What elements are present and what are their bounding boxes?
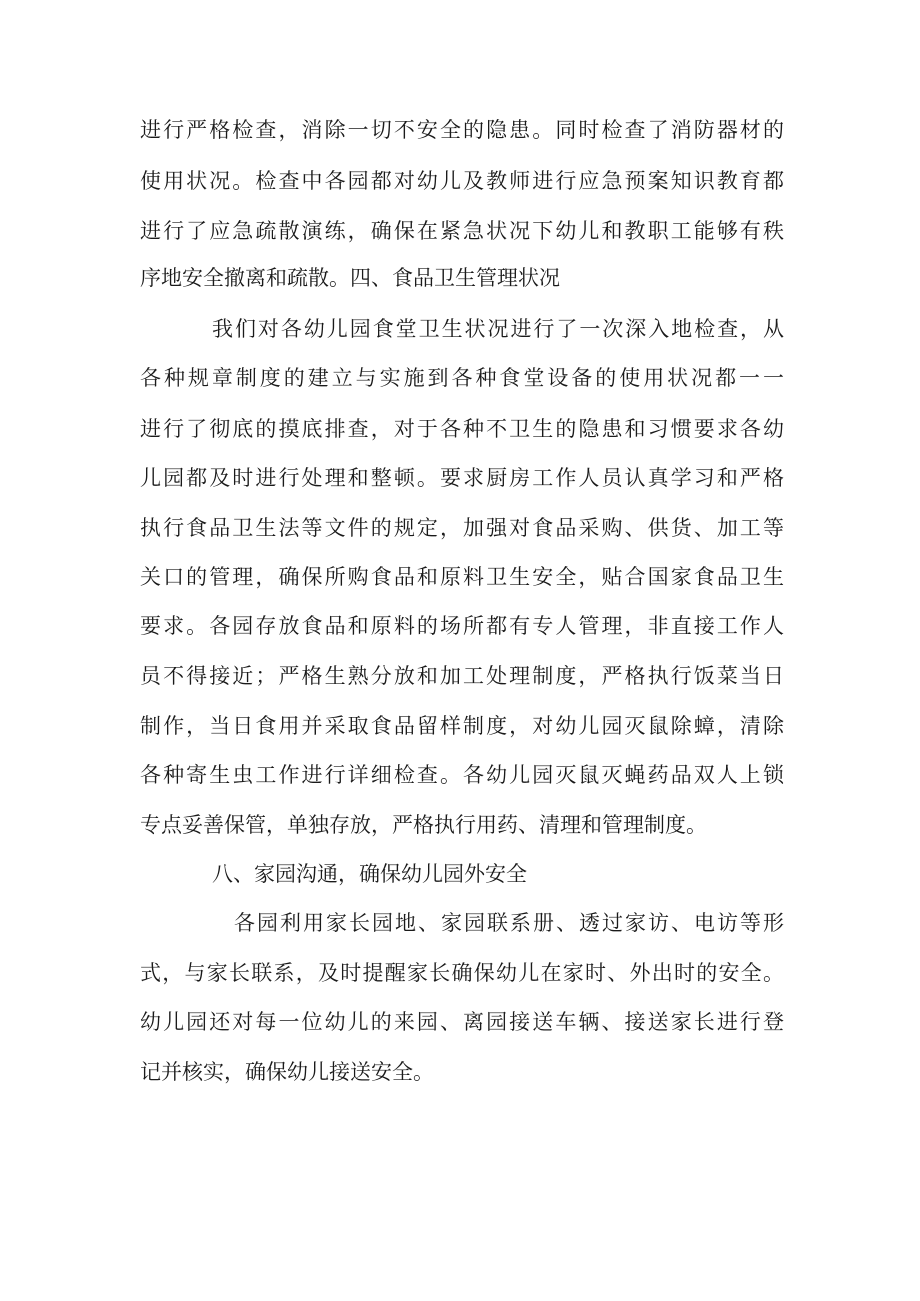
paragraph-line: 进行了彻底的摸底排查，对于各种不卫生的隐患和习惯要求各幼 <box>140 417 784 441</box>
paragraph-line: 各园利用家长园地、家园联系册、透过家访、电访等形 <box>234 911 784 935</box>
paragraph-line: 要求。各园存放食品和原料的场所都有专人管理，非直接工作人 <box>140 614 784 638</box>
paragraph-line: 记并核实，确保幼儿接送安全。 <box>140 1060 434 1084</box>
paragraph-line: 进行了应急疏散演练，确保在紧急状况下幼儿和教职工能够有秩 <box>140 219 784 243</box>
paragraph-line: 执行食品卫生法等文件的规定，加强对食品采购、供货、加工等 <box>140 516 784 540</box>
paragraph-line: 使用状况。检查中各园都对幼儿及教师进行应急预案知识教育都 <box>140 169 784 193</box>
paragraph-line: 儿园都及时进行处理和整顿。要求厨房工作人员认真学习和严格 <box>140 466 784 490</box>
paragraph-line: 专点妥善保管，单独存放，严格执行用药、清理和管理制度。 <box>140 813 707 837</box>
paragraph-line: 我们对各幼儿园食堂卫生状况进行了一次深入地检查，从 <box>212 317 784 341</box>
paragraph-line: 各种寄生虫工作进行详细检查。各幼儿园灭鼠灭蝇药品双人上锁 <box>140 763 784 787</box>
paragraph-line: 制作，当日食用并采取食品留样制度，对幼儿园灭鼠除蟑，清除 <box>140 714 784 738</box>
paragraph-line: 员不得接近；严格生熟分放和加工处理制度，严格执行饭菜当日 <box>140 664 784 688</box>
paragraph-line: 关口的管理，确保所购食品和原料卫生安全，贴合国家食品卫生 <box>140 565 784 589</box>
paragraph-line: 进行严格检查，消除一切不安全的隐患。同时检查了消防器材的 <box>140 118 784 142</box>
paragraph-line: 序地安全撤离和疏散。四、食品卫生管理状况 <box>140 266 560 290</box>
paragraph-line: 幼儿园还对每一位幼儿的来园、离园接送车辆、接送家长进行登 <box>140 1010 784 1034</box>
paragraph-line: 各种规章制度的建立与实施到各种食堂设备的使用状况都一一 <box>140 366 784 390</box>
paragraph-line: 式，与家长联系，及时提醒家长确保幼儿在家时、外出时的安全。 <box>140 961 784 985</box>
section-heading: 八、家园沟通，确保幼儿园外安全 <box>212 862 527 886</box>
